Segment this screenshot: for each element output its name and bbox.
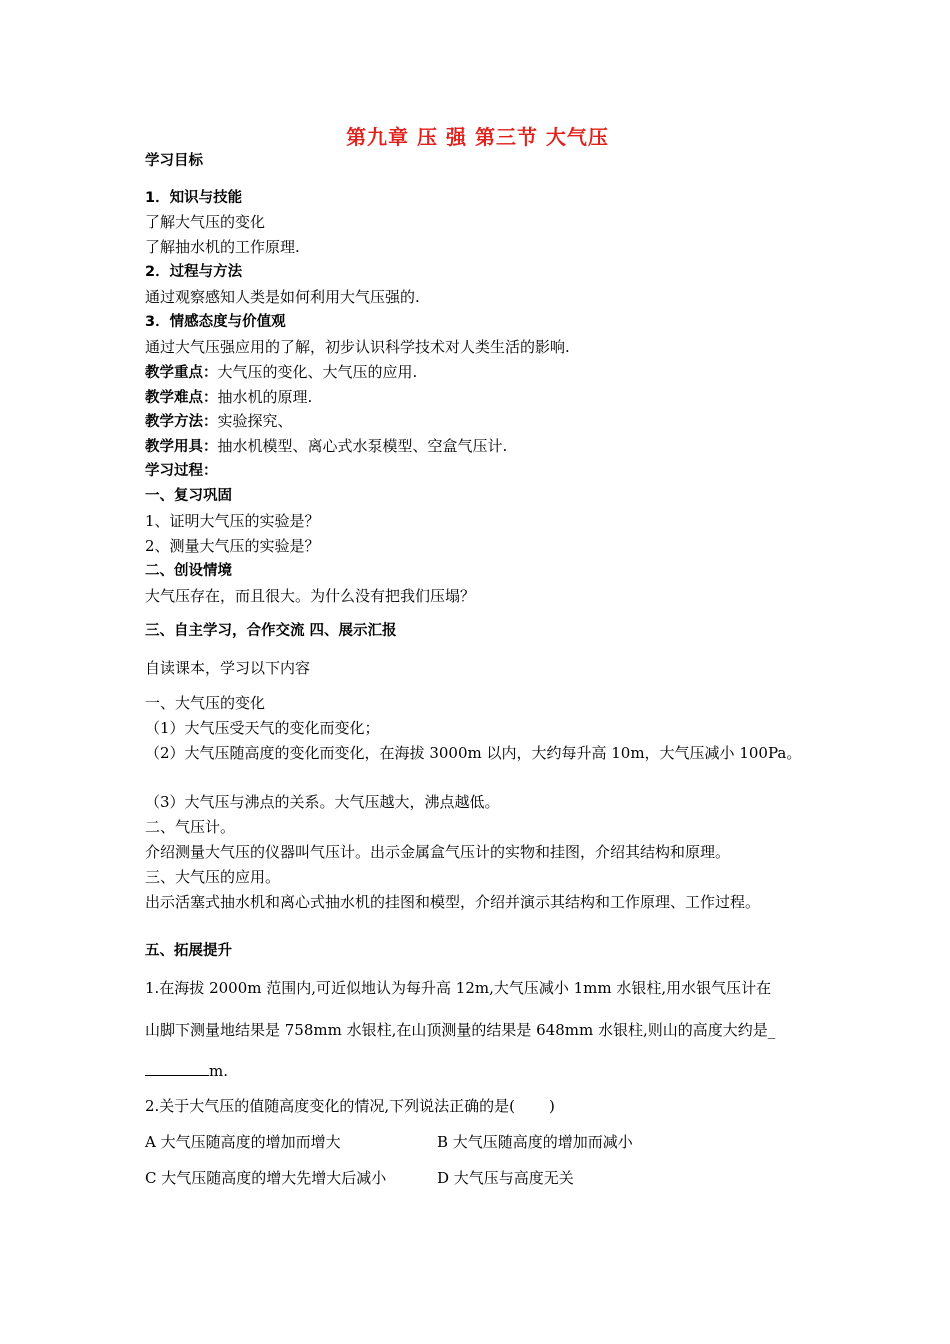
review-heading: 一、复习巩固: [145, 488, 232, 504]
review-question-1: 1、证明大气压的实验是？: [145, 512, 320, 530]
review-question-2: 2、测量大气压的实验是？: [145, 537, 320, 555]
attitude-line: 通过大气压强应用的了解，初步认识科学技术对人类生活的影响.: [145, 338, 570, 356]
content-1-point-2: （2）大气压随高度的变化而变化，在海拔 3000m 以内，大约每升高 10m，大气压减小 100Pa。: [145, 744, 802, 762]
teaching-focus-label: 教学重点：: [145, 365, 218, 381]
content-2-text: 介绍测量大气压的仪器叫气压计。出示金属盒气压计的实物和挂图，介绍其结构和原理。: [145, 843, 731, 861]
teaching-difficulty: [145, 386, 810, 409]
question-2-stem: [145, 1095, 810, 1117]
answer-blank[interactable]: [145, 1061, 209, 1076]
learning-process-heading: 学习过程：: [145, 463, 218, 479]
attitude-heading: 3．情感态度与价值观: [145, 314, 286, 330]
question-1-line-1: 1.在海拔 2000m 范围内,可近似地认为每升高 12m,大气压减小 1mm 水银柱,用水银气压计在: [145, 979, 772, 997]
self-study-intro: 自读课本，学习以下内容: [145, 659, 311, 677]
scenario-text: 大气压存在，而且很大。为什么没有把我们压塌？: [145, 587, 476, 605]
content-3-text: 出示活塞式抽水机和离心式抽水机的挂图和模型，介绍并演示其结构和工作原理、工作过程。: [145, 893, 761, 911]
knowledge-skills-heading: 1．知识与技能: [145, 190, 243, 206]
teaching-method-text: 实验探究、: [217, 412, 293, 430]
content-1-point-3: （3）大气压与沸点的关系。大气压越大，沸点越低。: [145, 793, 500, 811]
page-title: 第九章 压 强 第三节 大气压: [346, 125, 609, 149]
teaching-focus: [145, 361, 810, 384]
self-study-heading: 三、自主学习，合作交流 四、展示汇报: [145, 623, 397, 639]
question-2-stem-close: ): [548, 1097, 555, 1115]
question-1-line-3: [145, 1060, 810, 1082]
teaching-difficulty-label: 教学难点：: [145, 390, 218, 406]
teaching-tools-text: 抽水机模型、离心式水泵模型、空盒气压计.: [217, 437, 508, 455]
question-1-unit: m.: [209, 1062, 228, 1080]
question-2-option-d: D 大气压与高度无关: [437, 1169, 574, 1187]
teaching-focus-text: 大气压的变化、大气压的应用.: [217, 363, 418, 381]
question-1-line-2: 山脚下测量地结果是 758mm 水银柱,在山顶测量的结果是 648mm 水银柱,则山的高度大约是_: [145, 1021, 776, 1039]
content-1-heading: 一、大气压的变化: [145, 694, 266, 712]
content-3-heading: 三、大气压的应用。: [145, 868, 281, 886]
question-2-option-b: B 大气压随高度的增加而减小: [437, 1133, 633, 1151]
teaching-tools-label: 教学用具：: [145, 439, 218, 455]
scenario-heading: 二、创设情境: [145, 563, 232, 579]
content-1-point-1: （1）大气压受天气的变化而变化；: [145, 719, 380, 737]
teaching-tools: [145, 435, 810, 458]
knowledge-line-1: 了解大气压的变化: [145, 213, 266, 231]
question-2-stem-text: 2.关于大气压的值随高度变化的情况,下列说法正确的是(: [145, 1097, 515, 1115]
question-2-option-a: A 大气压随高度的增加而增大: [145, 1133, 341, 1151]
process-method-line: 通过观察感知人类是如何利用大气压强的.: [145, 288, 420, 306]
question-2-option-c: C 大气压随高度的增大先增大后减小: [145, 1169, 387, 1187]
knowledge-line-2: 了解抽水机的工作原理.: [145, 238, 300, 256]
goals-heading: 学习目标: [145, 153, 203, 169]
extension-heading: 五、拓展提升: [145, 943, 232, 959]
teaching-difficulty-text: 抽水机的原理.: [217, 388, 313, 406]
content-2-heading: 二、气压计。: [145, 818, 236, 836]
process-method-heading: 2．过程与方法: [145, 264, 243, 280]
teaching-method-label: 教学方法：: [145, 414, 218, 430]
teaching-method: [145, 410, 810, 433]
